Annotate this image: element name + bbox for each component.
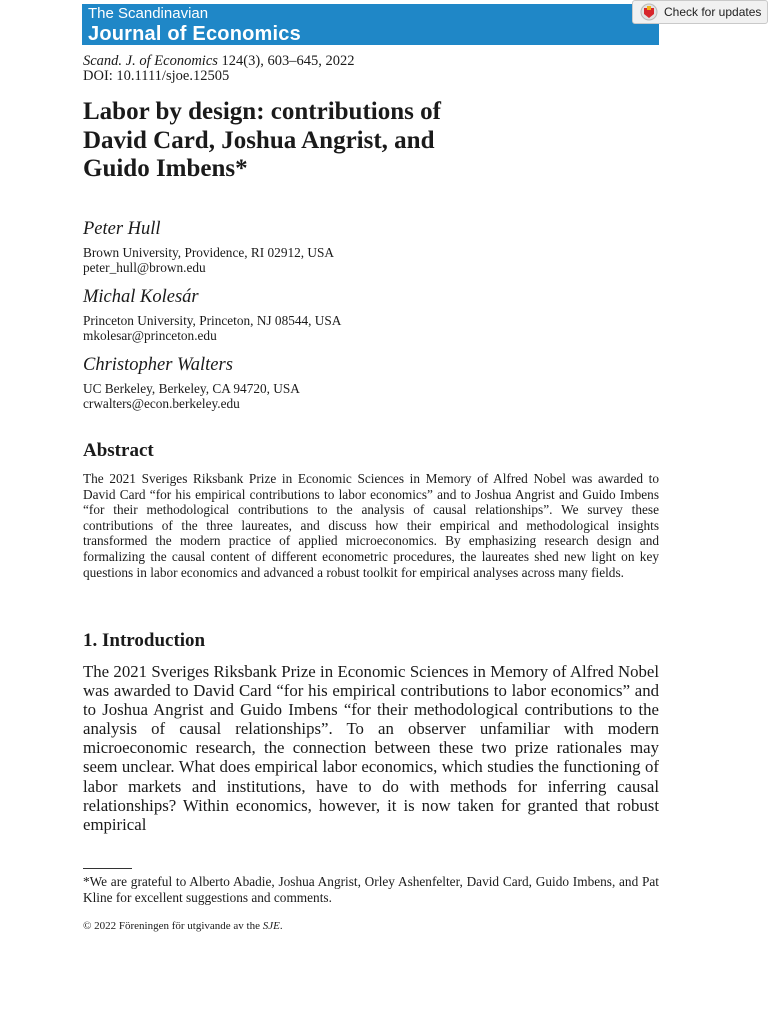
journal-name-line2: Journal of Economics	[88, 23, 301, 45]
author-name: Michal Kolesár	[83, 287, 199, 307]
author-affiliation	[83, 245, 334, 275]
author-email: peter_hull@brown.edu	[83, 260, 206, 275]
citation-details: 124(3), 603–645, 2022	[217, 53, 355, 69]
journal-name-line1: The Scandinavian	[88, 5, 209, 22]
check-for-updates-button[interactable]	[632, 0, 768, 24]
author-affiliation	[83, 381, 300, 411]
citation-line	[83, 54, 354, 69]
section-heading: 1. Introduction	[83, 630, 206, 651]
copyright-prefix: © 2022 Föreningen för utgivande av the	[83, 920, 263, 932]
copyright-suffix: .	[279, 920, 283, 932]
citation-doi: DOI: 10.1111/sjoe.12505	[83, 68, 230, 84]
paper-title	[83, 98, 683, 184]
footnote-divider	[83, 868, 132, 869]
citation-journal: Scand. J. of Economics	[83, 53, 218, 69]
copyright-notice	[83, 920, 283, 933]
journal-banner	[82, 4, 659, 45]
author-email: crwalters@econ.berkeley.edu	[83, 396, 240, 411]
introduction-text: The 2021 Sveriges Riksbank Prize in Economic Sciences in Memory of Alfred Nobel was awarded to David Card “for his empirical contributions to labor economics” and to Joshua Angrist and Guido Imbens “for their methodological contributions to the analysis of causal relationships”. To an observer unfamiliar with modern microeconomic research, the connection between these two prize rationales may seem unclear. What does empirical labor economics, which studies the functioning of labor markets and institutions, have to do with methods for inferring causal relationships? Within economics, however, it is now taken for granted that robust empirical	[83, 662, 659, 834]
citation	[83, 54, 354, 84]
title-line-2: David Card, Joshua Angrist, and	[83, 126, 435, 154]
author-name: Peter Hull	[83, 219, 161, 239]
crossmark-icon	[639, 3, 659, 21]
title-line-3: Guido Imbens*	[83, 155, 248, 182]
abstract-heading: Abstract	[83, 440, 154, 461]
footnote: *We are grateful to Alberto Abadie, Joshua Angrist, Orley Ashenfelter, David Card, Guido Imbens, and Pat Kline for excellent suggestions and comments.	[83, 874, 659, 905]
author-affiliation	[83, 313, 341, 343]
author-name: Christopher Walters	[83, 355, 233, 375]
author-email: mkolesar@princeton.edu	[83, 328, 217, 343]
title-line-1: Labor by design: contributions of	[83, 98, 441, 125]
affiliation-address: UC Berkeley, Berkeley, CA 94720, USA	[83, 381, 300, 396]
check-for-updates-label: Check for updates	[664, 5, 762, 19]
affiliation-address: Princeton University, Princeton, NJ 08544, USA	[83, 313, 342, 328]
abstract-text: The 2021 Sveriges Riksbank Prize in Economic Sciences in Memory of Alfred Nobel was awarded to David Card “for his empirical contributions to labor economics” and to Joshua Angrist and Guido Imbens “for their methodological contributions to the analysis of causal relationships”. We survey these contributions of the three laureates, and discuss how their empirical and methodological insights transformed the modern practice of applied microeconomics. By emphasizing research design and formalizing the causal content of different econometric procedures, the laureates shed new light on key questions in labor economics and advanced a robust toolkit for empirical analyses across many fields.	[83, 471, 659, 580]
affiliation-address: Brown University, Providence, RI 02912, USA	[83, 245, 335, 260]
copyright-journal: SJE	[262, 920, 280, 932]
